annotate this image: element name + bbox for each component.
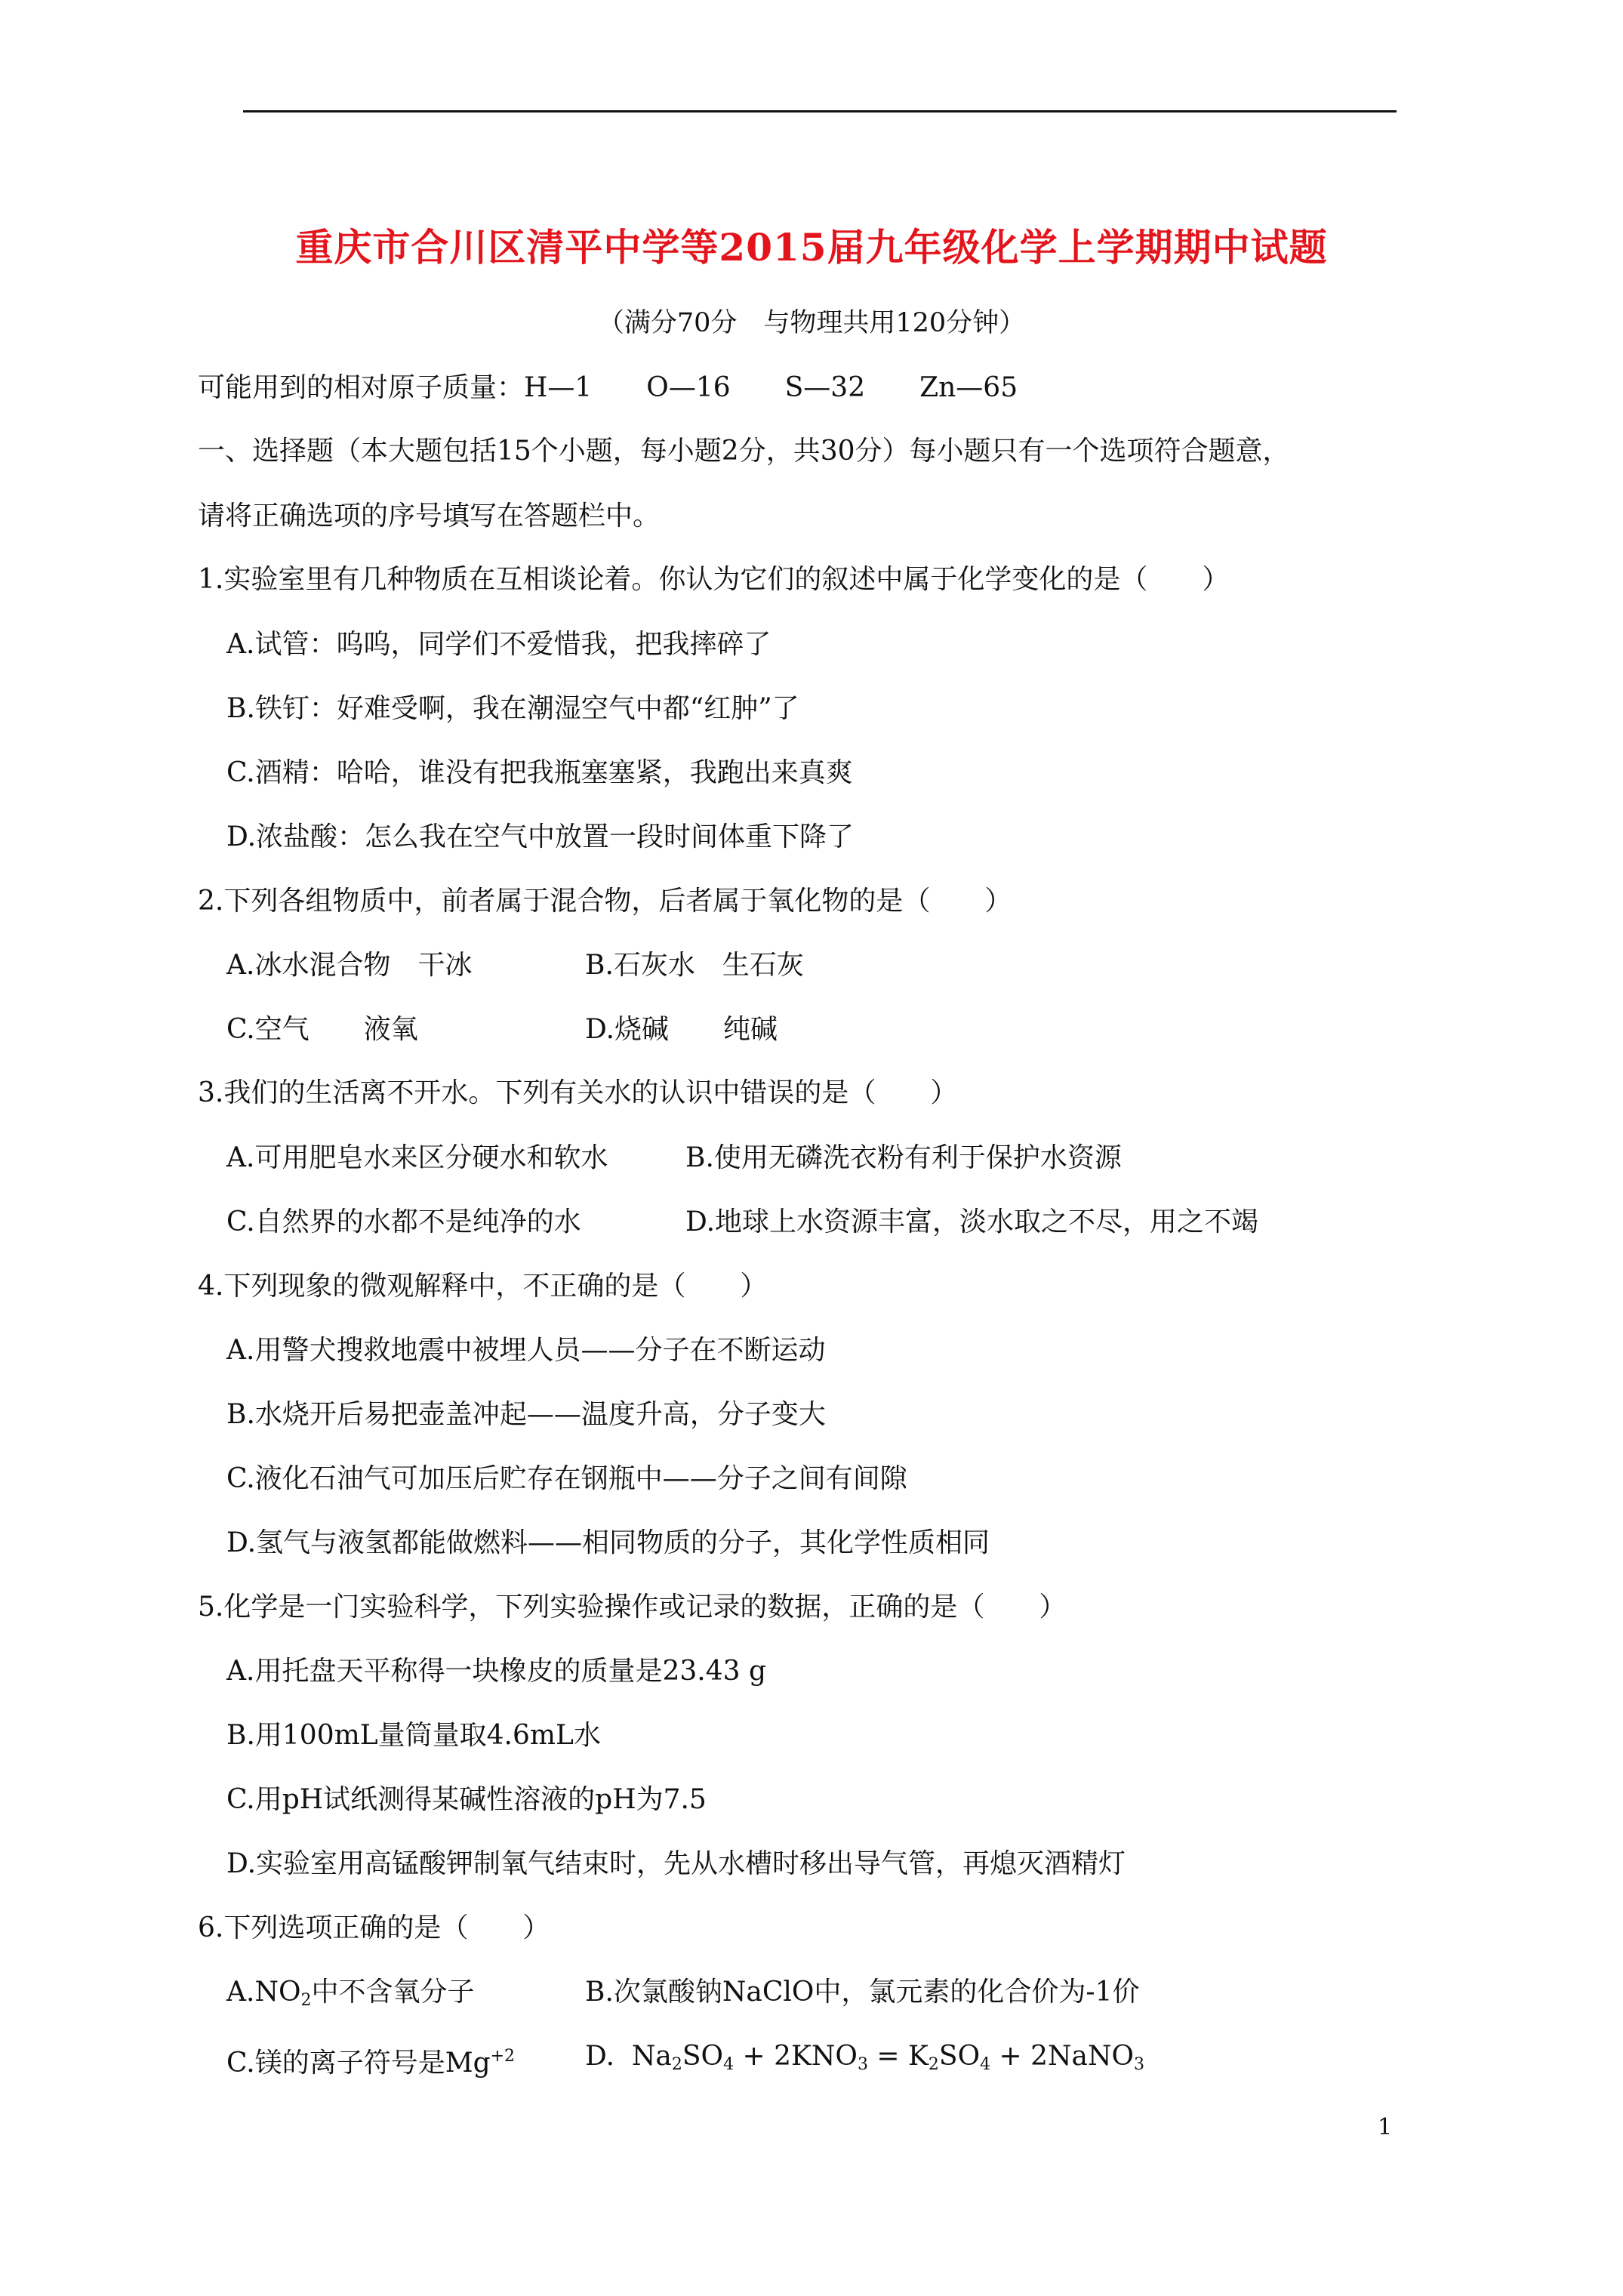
question-6-option-a [226, 1974, 474, 2019]
question-2-option-b: B.石灰水 生石灰 [585, 950, 804, 981]
question-4-option-c: C.液化石油气可加压后贮存在钢瓶中——分子之间有间隙 [226, 1463, 907, 1494]
page-subtitle: （满分70分 与物理共用120分钟） [597, 308, 1026, 338]
formula-sub-2: 4 [723, 2055, 735, 2074]
question-1-option-d: D.浓盐酸：怎么我在空气中放置一段时间体重下降了 [226, 821, 855, 852]
question-5-option-b: B.用100mL量筒量取4.6mL水 [226, 1720, 601, 1751]
question-5-option-d: D.实验室用高锰酸钾制氧气结束时，先从水槽时移出导气管，再熄灭酒精灯 [226, 1848, 1126, 1879]
page-title: 重庆市合川区清平中学等2015届九年级化学上学期期中试题 [295, 225, 1328, 270]
question-3-option-a: A.可用肥皂水来区分硬水和软水 [226, 1142, 608, 1173]
question-1-option-a: A.试管：呜呜，同学们不爱惜我，把我摔碎了 [226, 629, 771, 660]
question-4-option-d: D.氢气与液氢都能做燃料——相同物质的分子，其化学性质相同 [226, 1527, 990, 1558]
formula-part-2: SO [682, 2041, 724, 2072]
question-2-option-d: D.烧碱 纯碱 [585, 1014, 778, 1045]
question-5-stem: 5.化学是一门实验科学，下列实验操作或记录的数据，正确的是（ ） [198, 1592, 1067, 1623]
question-3-stem: 3.我们的生活离不开水。下列有关水的认识中错误的是（ ） [198, 1077, 958, 1108]
question-6-option-b: B.次氯酸钠NaClO中，氯元素的化合价为-1价 [585, 1977, 1140, 2008]
atomic-masses: 可能用到的相对原子质量：H—1 O—16 S—32 Zn—65 [198, 372, 1018, 403]
option-a-prefix: A.NO [226, 1977, 301, 2008]
page-number: 1 [1378, 2114, 1393, 2140]
question-6-option-d [585, 2039, 1144, 2083]
question-4-stem: 4.下列现象的微观解释中，不正确的是（ ） [198, 1271, 768, 1302]
formula-part-5: SO [938, 2041, 981, 2072]
question-4-option-a: A.用警犬搜救地震中被埋人员——分子在不断运动 [226, 1335, 826, 1366]
formula-sub-5: 4 [980, 2055, 991, 2074]
question-3-option-d: D.地球上水资源丰富，淡水取之不尽，用之不竭 [685, 1207, 1259, 1237]
section-heading-cont: 请将正确选项的序号填写在答题栏中。 [198, 501, 661, 532]
formula-part-1: Na [631, 2041, 672, 2072]
question-4-option-b: B.水烧开后易把壶盖冲起——温度升高，分子变大 [226, 1399, 826, 1430]
header-rule [243, 110, 1397, 112]
question-2-option-c: C.空气 液氧 [226, 1014, 418, 1045]
question-2-stem: 2.下列各组物质中，前者属于混合物，后者属于氧化物的是（ ） [198, 886, 1012, 917]
formula-part-6: + 2NaNO [990, 2041, 1135, 2072]
option-c-superscript: +2 [490, 2047, 516, 2066]
formula-sub-1: 2 [671, 2055, 682, 2074]
question-5-option-a: A.用托盘天平称得一块橡皮的质量是23.43 g [226, 1656, 766, 1687]
formula-part-4: = K [867, 2041, 929, 2072]
formula-part-3: + 2KNO [734, 2041, 858, 2072]
question-6-stem: 6.下列选项正确的是（ ） [198, 1912, 550, 1943]
formula-sub-3: 3 [857, 2055, 868, 2074]
option-c-prefix: C.镁的离子符号是Mg [226, 2048, 491, 2079]
question-1-option-b: B.铁钉：好难受啊，我在潮湿空气中都“红肿”了 [226, 693, 799, 724]
question-3-option-b: B.使用无磷洗衣粉有利于保护水资源 [685, 1142, 1122, 1173]
option-a-subscript: 2 [300, 1991, 312, 2010]
question-1-stem: 1.实验室里有几种物质在互相谈论着。你认为它们的叙述中属于化学变化的是（ ） [198, 564, 1230, 595]
question-2-option-a: A.冰水混合物 干冰 [226, 950, 473, 981]
question-1-option-c: C.酒精：哈哈，谁没有把我瓶塞塞紧，我跑出来真爽 [226, 757, 853, 788]
formula-sub-4: 2 [928, 2055, 939, 2074]
section-heading: 一、选择题（本大题包括15个小题，每小题2分，共30分）每小题只有一个选项符合题意， [198, 436, 1290, 467]
question-5-option-c: C.用pH试纸测得某碱性溶液的pH为7.5 [226, 1784, 707, 1815]
option-d-label: D. [585, 2041, 615, 2072]
formula-sub-6: 3 [1134, 2055, 1145, 2074]
question-6-option-c [226, 2039, 515, 2082]
question-3-option-c: C.自然界的水都不是纯净的水 [226, 1207, 581, 1237]
option-a-suffix: 中不含氧分子 [311, 1977, 475, 2008]
